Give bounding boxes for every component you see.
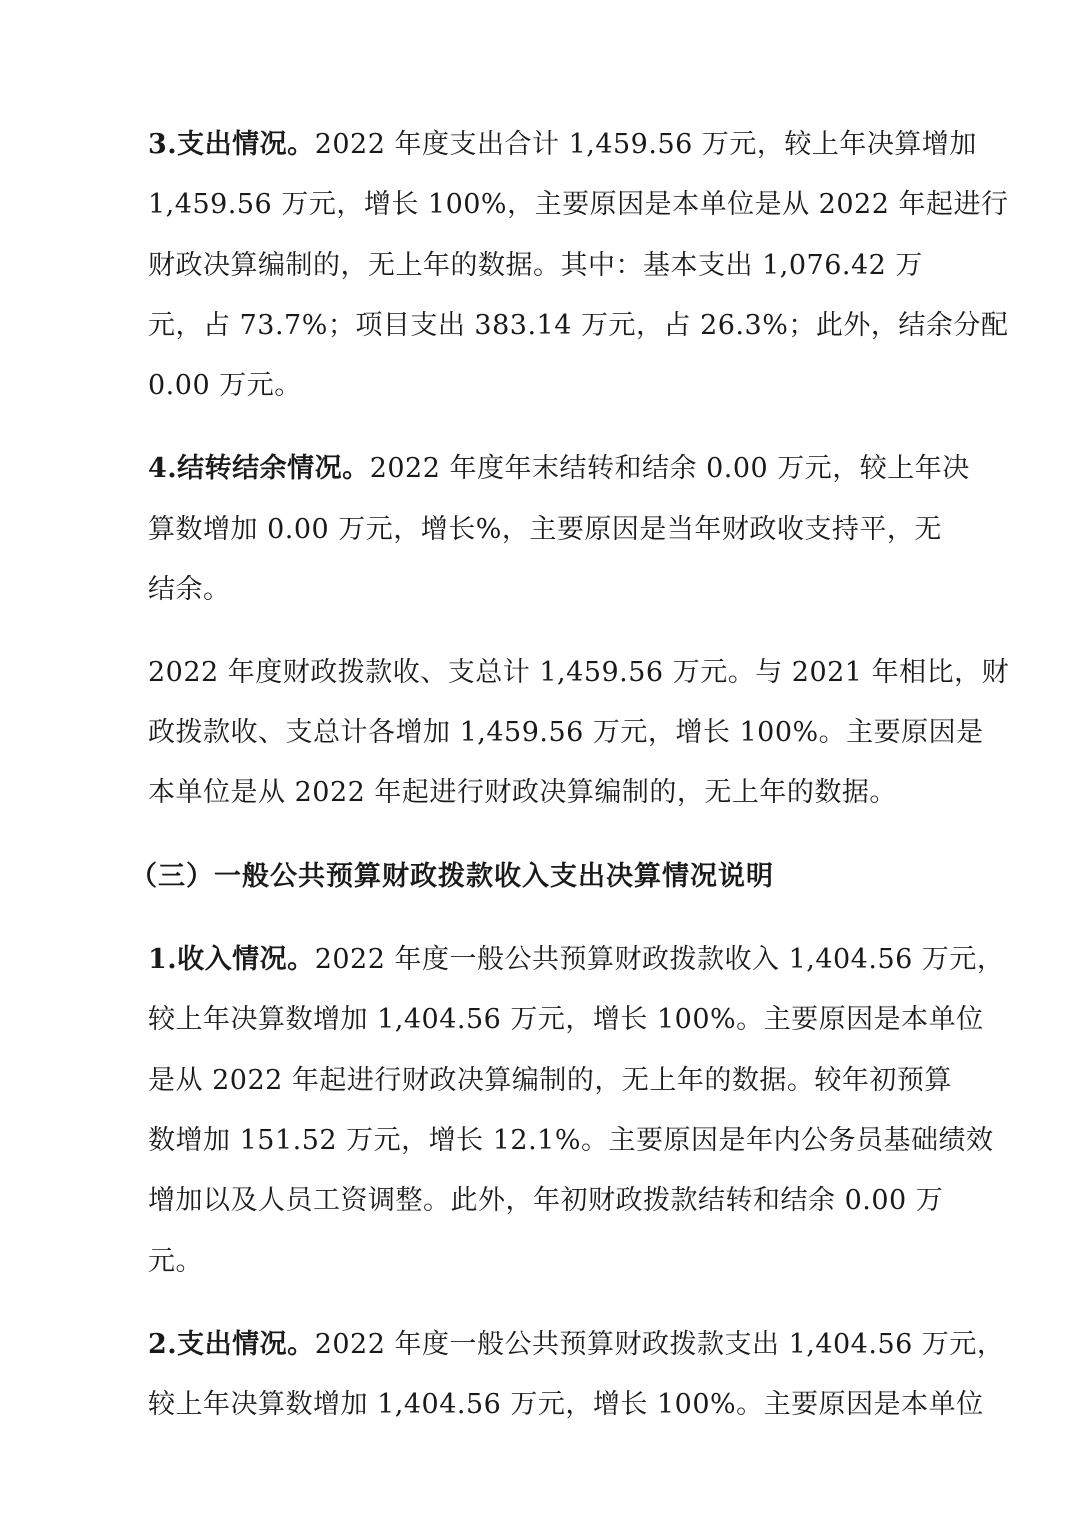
section-lead: 1.收入情况。	[148, 944, 315, 975]
paragraph-line: 本单位是从 2022 年起进行财政决算编制的，无上年的数据。	[148, 777, 897, 808]
paragraph-line: 1,459.56 万元，增长 100%，主要原因是本单位是从 2022 年起进行	[148, 189, 1009, 220]
paragraph-line: 2022 年度财政拨款收、支总计 1,459.56 万元。与 2021 年相比，财	[148, 657, 1010, 688]
paragraph-line: 4.结转结余情况。2022 年度年末结转和结余 0.00 万元，较上年决	[148, 453, 970, 484]
paragraph-line: 元。	[148, 1246, 203, 1277]
section-lead: 3.支出情况。	[148, 129, 315, 160]
paragraph-line: 0.00 万元。	[148, 370, 302, 401]
section-heading: （三）一般公共预算财政拨款收入支出决算情况说明	[130, 861, 774, 892]
paragraph-line: 是从 2022 年起进行财政决算编制的，无上年的数据。较年初预算	[148, 1065, 952, 1096]
paragraph-line: 1.收入情况。2022 年度一般公共预算财政拨款收入 1,404.56 万元，	[148, 944, 1005, 975]
paragraph-line: 政拨款收、支总计各增加 1,459.56 万元，增长 100%。主要原因是	[148, 717, 984, 748]
section-lead: 2.支出情况。	[148, 1329, 315, 1360]
paragraph-line: 结余。	[148, 574, 231, 605]
paragraph-line: 数增加 151.52 万元，增长 12.1%。主要原因是年内公务员基础绩效	[148, 1125, 994, 1156]
paragraph-line: 较上年决算数增加 1,404.56 万元，增长 100%。主要原因是本单位	[148, 1004, 984, 1035]
section-lead: 4.结转结余情况。	[148, 453, 370, 484]
paragraph-line: 元，占 73.7%；项目支出 383.14 万元，占 26.3%；此外，结余分配	[148, 310, 1009, 341]
paragraph-line: 增加以及人员工资调整。此外，年初财政拨款结转和结余 0.00 万	[148, 1185, 944, 1216]
paragraph-line: 财政决算编制的，无上年的数据。其中：基本支出 1,076.42 万	[148, 250, 923, 281]
paragraph-line: 较上年决算数增加 1,404.56 万元，增长 100%。主要原因是本单位	[148, 1389, 984, 1420]
paragraph-line: 算数增加 0.00 万元，增长%，主要原因是当年财政收支持平，无	[148, 514, 942, 545]
paragraph-line: 3.支出情况。2022 年度支出合计 1,459.56 万元，较上年决算增加	[148, 129, 977, 160]
paragraph-line: 2.支出情况。2022 年度一般公共预算财政拨款支出 1,404.56 万元，	[148, 1329, 1005, 1360]
